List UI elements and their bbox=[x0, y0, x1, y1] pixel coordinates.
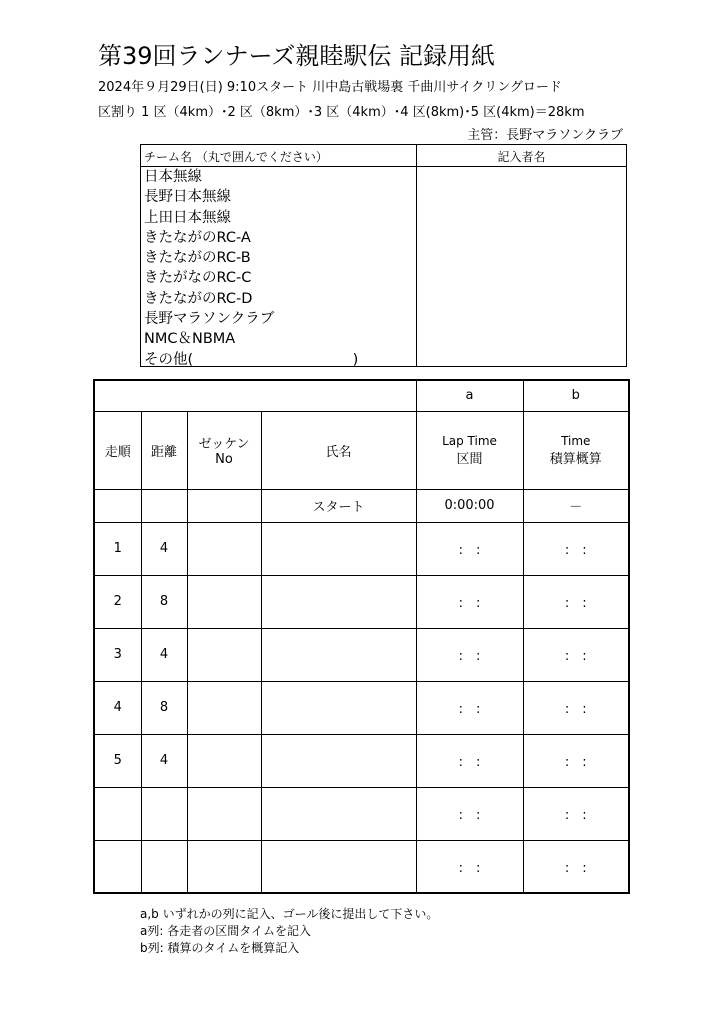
time-header bbox=[523, 411, 629, 489]
team-name-label: チーム名 （丸で囲んでください） bbox=[141, 145, 417, 167]
runner-name-field[interactable] bbox=[261, 840, 416, 893]
runner-order: 4 bbox=[94, 681, 141, 734]
table-row bbox=[94, 734, 629, 787]
lap-time-field[interactable]: : : bbox=[416, 681, 523, 734]
notes bbox=[140, 906, 438, 957]
runner-name-field[interactable] bbox=[261, 681, 416, 734]
team-option[interactable]: きたがなのRC-C bbox=[144, 270, 252, 287]
section-info: 区割り 1 区（4km）･2 区（8km）･3 区（4km）･4 区(8km)･5 区(4km)＝28km bbox=[98, 105, 585, 120]
bib-field[interactable] bbox=[187, 628, 261, 681]
time-header-line2: 積算概算 bbox=[549, 451, 602, 467]
table-row bbox=[94, 840, 629, 893]
start-time: － bbox=[523, 489, 629, 522]
col-a-label: a bbox=[416, 380, 523, 411]
lap-header-line2: 区間 bbox=[456, 451, 483, 467]
bib-field[interactable] bbox=[187, 787, 261, 840]
runner-name-field[interactable] bbox=[261, 628, 416, 681]
start-lap-time: 0:00:00 bbox=[416, 489, 523, 522]
bib-field[interactable] bbox=[187, 840, 261, 893]
team-option[interactable]: 長野マラソンクラブ bbox=[144, 311, 275, 328]
table-row bbox=[94, 628, 629, 681]
time-header-line1: Time bbox=[561, 433, 591, 448]
team-option[interactable]: NMC＆NBMA bbox=[144, 331, 236, 348]
page-title: 第39回ランナーズ親睦駅伝 記録用紙 bbox=[98, 42, 495, 70]
lap-time-field[interactable]: : : bbox=[416, 575, 523, 628]
lap-time-field[interactable]: : : bbox=[416, 787, 523, 840]
runner-name-field[interactable] bbox=[261, 522, 416, 575]
lap-header bbox=[416, 411, 523, 489]
total-time-field[interactable]: : : bbox=[523, 522, 629, 575]
runner-name-field[interactable] bbox=[261, 787, 416, 840]
lap-time-field[interactable]: : : bbox=[416, 734, 523, 787]
total-time-field[interactable]: : : bbox=[523, 628, 629, 681]
total-time-field[interactable]: : : bbox=[523, 734, 629, 787]
event-info: 2024年９月29日(日) 9:10スタート 川中島古戦場裏 千曲川サイクリングロード bbox=[98, 80, 562, 95]
team-list bbox=[141, 167, 417, 366]
total-time-field[interactable]: : : bbox=[523, 575, 629, 628]
lap-time-field[interactable]: : : bbox=[416, 522, 523, 575]
col-b-label: b bbox=[523, 380, 629, 411]
runner-order: 2 bbox=[94, 575, 141, 628]
runner-distance[interactable] bbox=[141, 787, 187, 840]
team-option[interactable]: きたながのRC-D bbox=[144, 290, 253, 307]
note-line: b列: 積算のタイムを概算記入 bbox=[140, 941, 300, 955]
lap-time-field[interactable]: : : bbox=[416, 628, 523, 681]
team-option[interactable]: きたながのRC-B bbox=[144, 250, 251, 267]
bib-header bbox=[187, 411, 261, 489]
start-label: スタート bbox=[261, 489, 416, 522]
bib-field[interactable] bbox=[187, 575, 261, 628]
table-row bbox=[94, 575, 629, 628]
bib-header-line1: ゼッケン bbox=[198, 437, 250, 452]
total-time-field[interactable]: : : bbox=[523, 787, 629, 840]
total-time-field[interactable]: : : bbox=[523, 681, 629, 734]
note-line: a,b いずれかの列に記入、ゴール後に提出して下さい。 bbox=[140, 907, 439, 921]
team-option[interactable]: きたながのRC-A bbox=[144, 229, 251, 246]
lap-time-field[interactable]: : : bbox=[416, 840, 523, 893]
column-group-header-row bbox=[94, 380, 629, 411]
start-row bbox=[94, 489, 629, 522]
runner-order[interactable] bbox=[94, 840, 141, 893]
runner-distance[interactable] bbox=[141, 840, 187, 893]
name-header: 氏名 bbox=[261, 411, 416, 489]
bib-field[interactable] bbox=[187, 734, 261, 787]
bib-field[interactable] bbox=[187, 522, 261, 575]
runner-distance: 8 bbox=[141, 681, 187, 734]
lap-header-line1: Lap Time bbox=[442, 433, 497, 448]
recorder-name-field[interactable] bbox=[417, 167, 626, 366]
team-option[interactable]: 長野日本無線 bbox=[144, 189, 231, 206]
team-option[interactable]: その他( ) bbox=[144, 351, 359, 368]
runner-order: 3 bbox=[94, 628, 141, 681]
runner-distance: 4 bbox=[141, 522, 187, 575]
runner-order[interactable] bbox=[94, 787, 141, 840]
note-line: a列: 各走者の区間タイムを記入 bbox=[140, 924, 311, 938]
bib-header-line2: No bbox=[215, 452, 233, 467]
total-time-field[interactable]: : : bbox=[523, 840, 629, 893]
recorder-name-label: 記入者名 bbox=[417, 145, 626, 167]
runner-order: 1 bbox=[94, 522, 141, 575]
record-table bbox=[93, 379, 630, 894]
organizer: 主管：長野マラソンクラブ bbox=[467, 128, 623, 143]
team-option[interactable]: 日本無線 bbox=[144, 169, 202, 185]
bib-field[interactable] bbox=[187, 681, 261, 734]
runner-name-field[interactable] bbox=[261, 734, 416, 787]
runner-name-field[interactable] bbox=[261, 575, 416, 628]
team-option[interactable]: 上田日本無線 bbox=[144, 209, 231, 226]
runner-distance: 4 bbox=[141, 628, 187, 681]
table-row bbox=[94, 522, 629, 575]
order-header: 走順 bbox=[94, 411, 141, 489]
table-row bbox=[94, 681, 629, 734]
runner-order: 5 bbox=[94, 734, 141, 787]
table-row bbox=[94, 787, 629, 840]
blank-header-cell bbox=[94, 380, 416, 411]
runner-distance: 8 bbox=[141, 575, 187, 628]
team-selection-box bbox=[140, 144, 627, 367]
distance-header: 距離 bbox=[141, 411, 187, 489]
runner-distance: 4 bbox=[141, 734, 187, 787]
header-row bbox=[94, 411, 629, 489]
